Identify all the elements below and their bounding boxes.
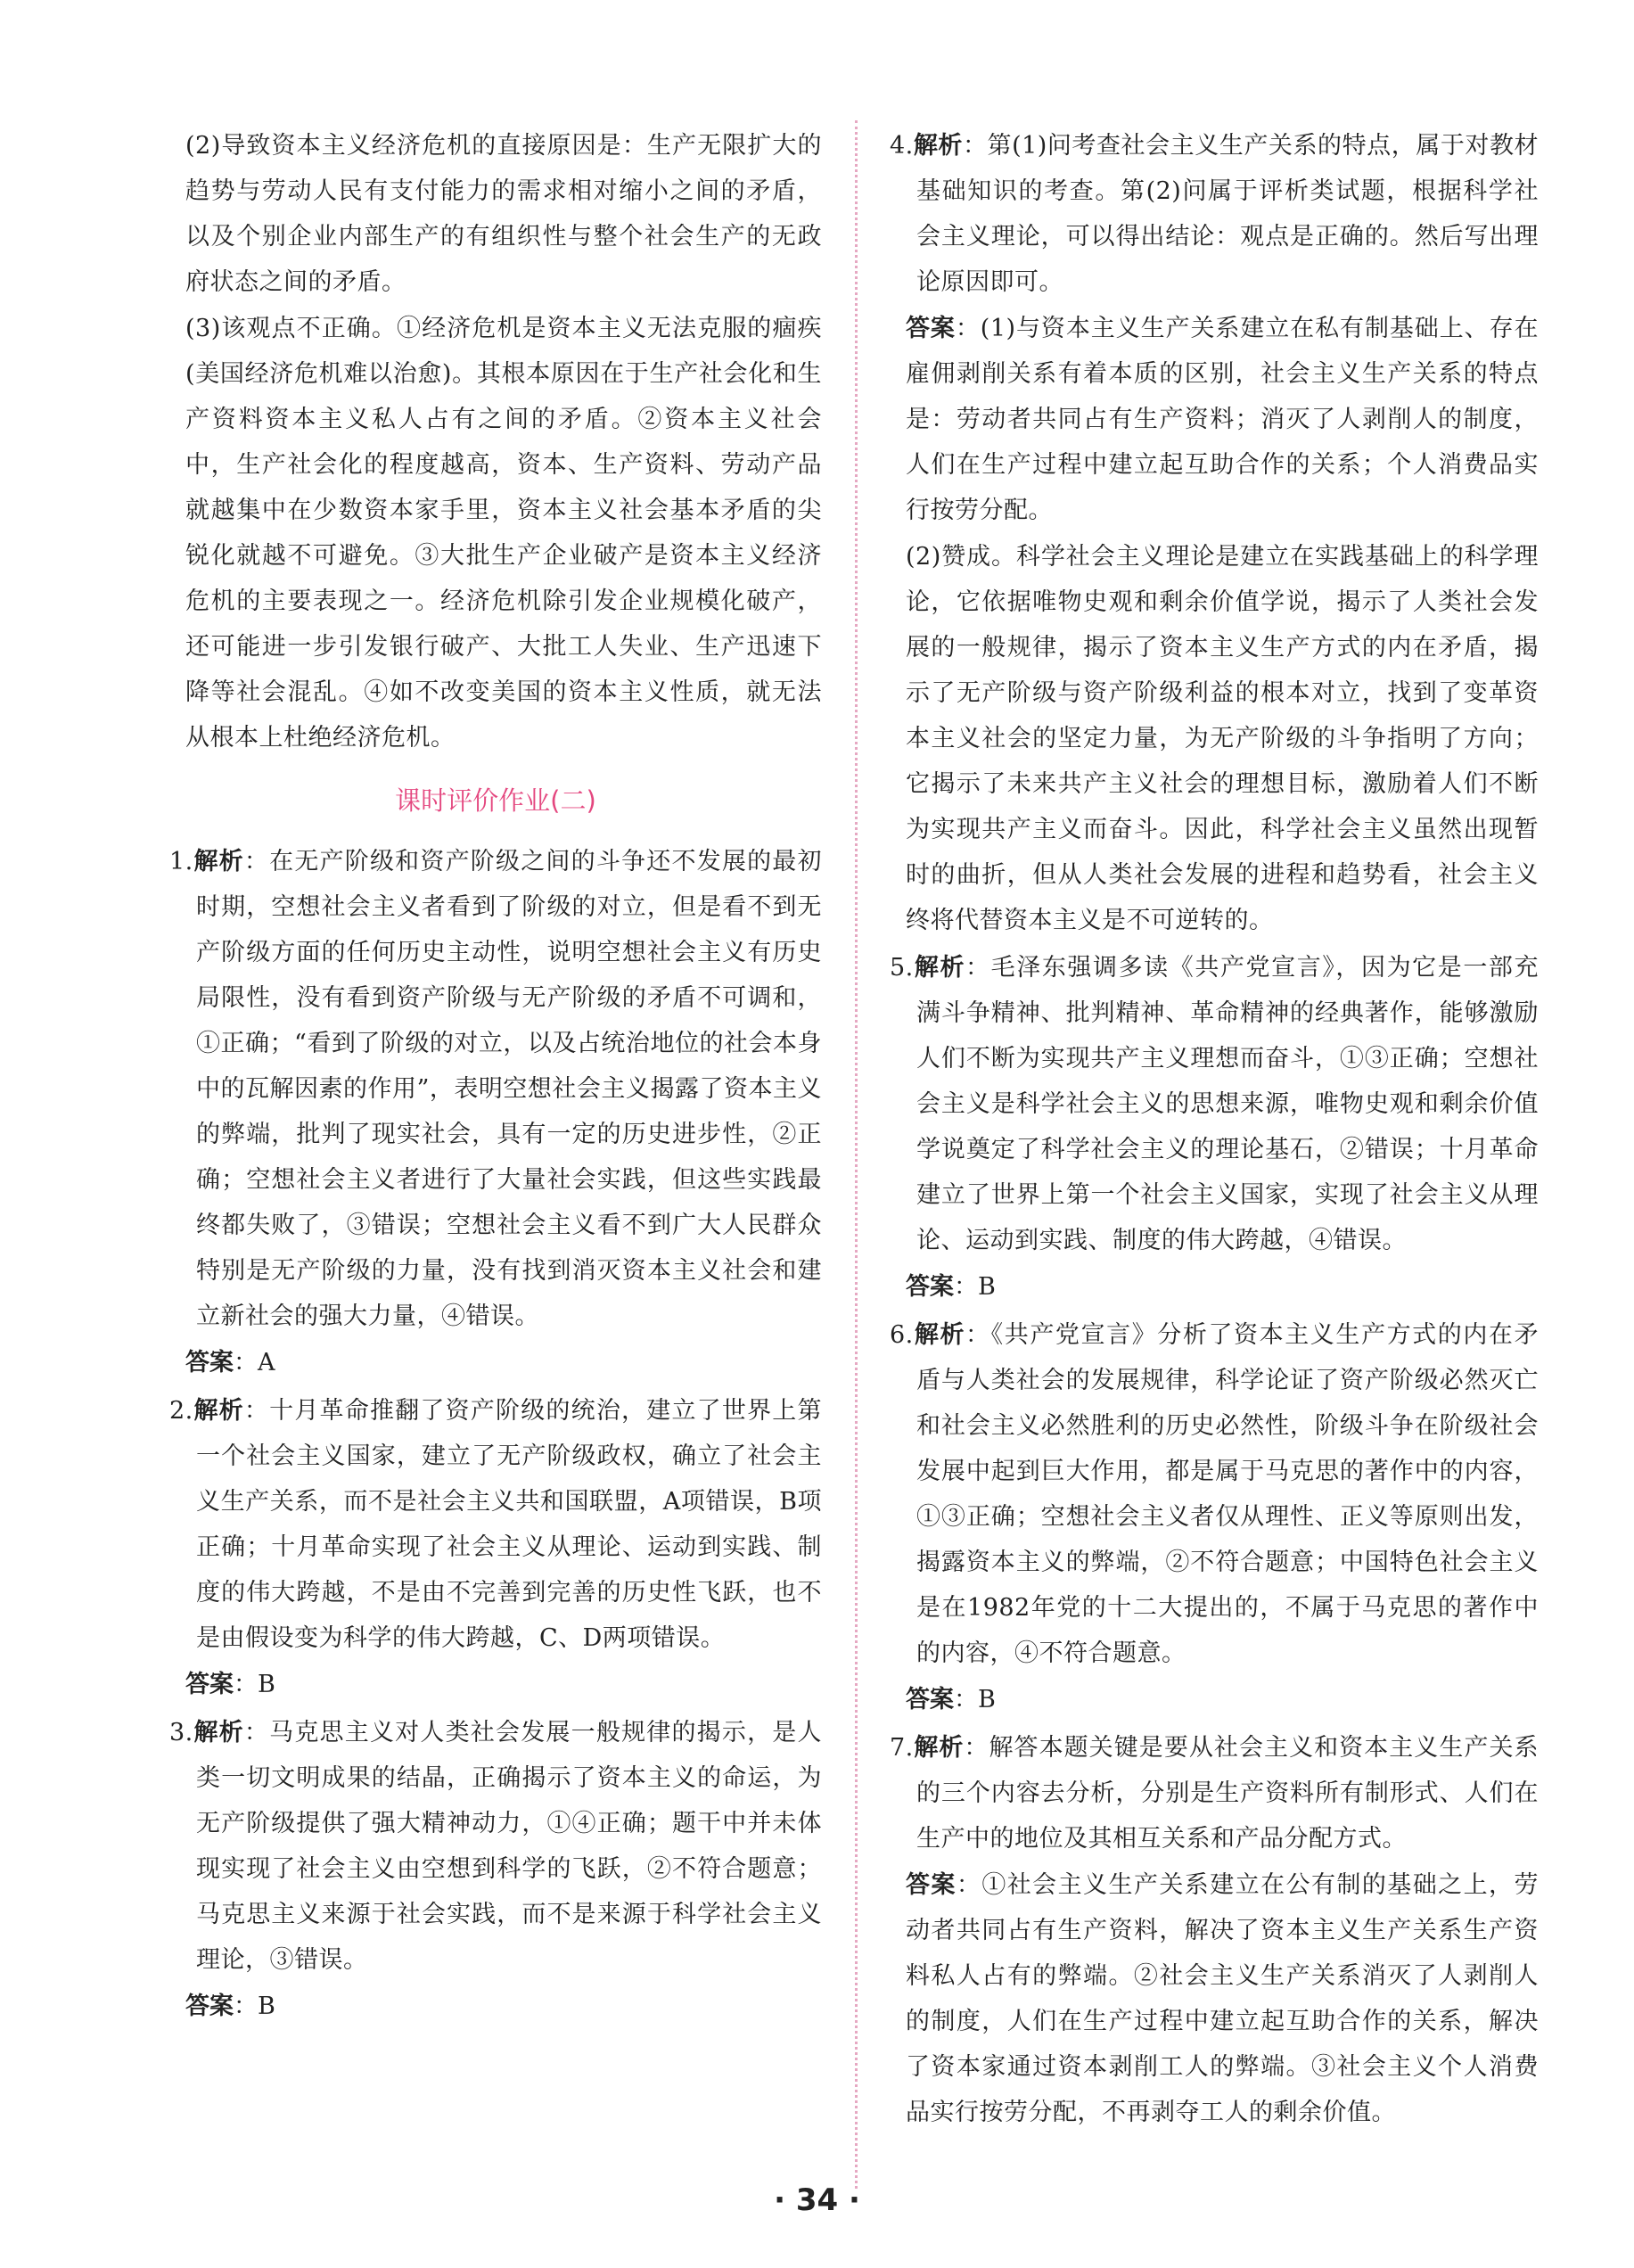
question-2 [169, 1388, 822, 1707]
question-number: 2. [169, 1397, 193, 1425]
question-7-answer-text [890, 1862, 1539, 2135]
analysis-text: ：第(1)问考查社会主义生产关系的特点，属于对教材基础知识的考查。第(2)问属于评析类试题，根据科学社会主义理论，可以得出结论：观点是正确的。然后写出理论原因即可。 [916, 132, 1540, 296]
section-title: 课时评价作业(二) [395, 785, 596, 816]
answer-colon: ： [955, 315, 981, 342]
answer-colon: ： [954, 1273, 978, 1301]
question-4-answer [890, 306, 1539, 943]
question-7-answer [890, 1862, 1539, 2135]
answer-label: 答案 [906, 1871, 957, 1899]
answer-colon: ： [234, 1671, 258, 1698]
analysis-label: 解析 [193, 1719, 244, 1746]
paragraph-viewpoint: (3)该观点不正确。①经济危机是资本主义无法克服的痼疾(美国经济危机难以治愈)。其根本原因在于生产社会化和生产资料资本主义私人占有之间的矛盾。②资本主义社会中，生产社会化的程度越高，资本、生产资料、劳动产品就越集中在少数资本家手里，资本主义社会基本矛盾的尖锐化就越不可避免。③大批生产企业破产是资本主义经济危机的主要表现之一。经济危机除引发企业规模化破产，还可能进一步引发银行破产、大批工人失业、生产迅速下降等社会混乱。④如不改变美国的资本主义性质，就无法从根本上杜绝经济危机。 [185, 315, 822, 752]
question-number: 5. [890, 954, 914, 982]
analysis-text: ：十月革命推翻了资产阶级的统治，建立了世界上第一个社会主义国家，建立了无产阶级政权，确立了社会主义生产关系，而不是社会主义共和国联盟，A项错误，B项正确；十月革命实现了社会主义从理论、运动到实践、制度的伟大跨越，不是由不完善到完善的历史性飞跃，也不是由假设变为科学的伟大跨越，C、D两项错误。 [196, 1397, 823, 1652]
question-3 [169, 1710, 822, 2029]
question-5-answer [890, 1264, 1539, 1310]
column-divider [855, 120, 858, 2189]
question-number: 4. [890, 132, 914, 160]
analysis-label: 解析 [913, 132, 963, 160]
question-6 [890, 1312, 1539, 1722]
question-3-answer [169, 1984, 822, 2029]
analysis-label: 解析 [193, 848, 244, 875]
analysis-text: ：在无产阶级和资产阶级之间的斗争还不发展的最初时期，空想社会主义者看到了阶级的对立，但是看不到无产阶级方面的任何历史主动性，说明空想社会主义有历史局限性，没有看到资产阶级与无产阶级的矛盾不可调和，①正确；“看到了阶级的对立，以及占统治地位的社会本身中的瓦解因素的作用”，表明空想社会主义揭露了资本主义的弊端，批判了现实社会，具有一定的历史进步性，②正确；空想社会主义者进行了大量社会实践，但这些实践最终都失败了，③错误；空想社会主义看不到广大人民群众特别是无产阶级的力量，没有找到消灭资本主义社会和建立新社会的强大力量，④错误。 [196, 848, 823, 1330]
question-6-answer [890, 1677, 1539, 1722]
question-1 [169, 839, 822, 1385]
answer-label: 答案 [906, 315, 956, 342]
answer-value: B [978, 1273, 996, 1301]
answer-label: 答案 [185, 1349, 234, 1376]
answer-colon: ： [954, 1686, 978, 1713]
question-3-analysis [169, 1710, 822, 1983]
question-2-analysis [169, 1388, 822, 1661]
paragraph-crisis-cause: (2)导致资本主义经济危机的直接原因是：生产无限扩大的趋势与劳动人民有支付能力的需求相对缩小之间的矛盾，以及个别企业内部生产的有组织性与整个社会生产的无政府状态之间的矛盾。 [185, 132, 822, 296]
question-7-analysis [890, 1725, 1539, 1861]
analysis-label: 解析 [193, 1397, 244, 1425]
answer-value: B [258, 1671, 275, 1698]
analysis-label: 解析 [913, 1321, 966, 1349]
question-5 [890, 945, 1539, 1310]
question-1-answer [169, 1340, 822, 1385]
question-6-analysis [890, 1312, 1539, 1676]
analysis-label: 解析 [913, 1734, 965, 1762]
question-1-analysis [169, 839, 822, 1339]
answer-label: 答案 [185, 1671, 234, 1698]
analysis-text: ：解答本题关键是要从社会主义和资本主义生产关系的三个内容去分析，分别是生产资料所有制形式、人们在生产中的地位及其相互关系和产品分配方式。 [916, 1734, 1540, 1853]
answer-colon: ： [234, 1993, 258, 2020]
analysis-label: 解析 [913, 954, 966, 982]
left-column [169, 123, 822, 2032]
question-5-analysis [890, 945, 1539, 1263]
answer-label: 答案 [906, 1686, 954, 1713]
right-column [890, 123, 1539, 2137]
answer-value: B [258, 1993, 275, 2020]
answer-label: 答案 [906, 1273, 954, 1301]
question-4-answer-part-2: (2)赞成。科学社会主义理论是建立在实践基础上的科学理论，它依据唯物史观和剩余价值学说，揭示了人类社会发展的一般规律，揭示了资本主义生产方式的内在矛盾，揭示了无产阶级与资产阶级利益的根本对立，找到了变革资本主义社会的坚定力量，为无产阶级的斗争指明了方向；它揭示了未来共产主义社会的理想目标，激励着人们不断为实现共产主义而奋斗。因此，科学社会主义虽然出现暂时的曲折，但从人类社会发展的进程和趋势看，社会主义终将代替资本主义是不可逆转的。 [906, 543, 1539, 934]
question-number: 6. [890, 1321, 914, 1349]
answer-text: ①社会主义生产关系建立在公有制的基础之上，劳动者共同占有生产资料，解决了资本主义生产关系生产资料私人占有的弊端。②社会主义生产关系消灭了人剥削人的制度，人们在生产过程中建立起互助合作的关系，解决了资本家通过资本剥削工人的弊端。③社会主义个人消费品实行按劳分配，不再剥夺工人的剩余价值。 [906, 1871, 1539, 2126]
answer-text: (1)与资本主义生产关系建立在私有制基础上、存在雇佣剥削关系有着本质的区别，社会主义生产关系的特点是：劳动者共同占有生产资料；消灭了人剥削人的制度，人们在生产过程中建立起互助合作的关系；个人消费品实行按劳分配。 [906, 315, 1540, 524]
page-number: · 34 · [774, 2182, 860, 2218]
answer-value: A [258, 1349, 275, 1376]
question-4-answer-part-1 [890, 306, 1539, 533]
answer-colon: ： [956, 1871, 982, 1899]
answer-label: 答案 [185, 1993, 234, 2020]
question-number: 3. [169, 1719, 193, 1746]
analysis-text: ：马克思主义对人类社会发展一般规律的揭示，是人类一切文明成果的结晶，正确揭示了资本主义的命运，为无产阶级提供了强大精神动力，①④正确；题干中并未体现实现了社会主义由空想到科学的飞跃，②不符合题意；马克思主义来源于社会实践，而不是来源于科学社会主义理论，③错误。 [196, 1719, 823, 1974]
analysis-text: ：《共产党宣言》分析了资本主义生产方式的内在矛盾与人类社会的发展规律，科学论证了资产阶级必然灭亡和社会主义必然胜利的历史必然性，阶级斗争在阶级社会发展中起到巨大作用，都是属于马克思的著作中的内容，①③正确；空想社会主义者仅从理性、正义等原则出发，揭露资本主义的弊端，②不符合题意；中国特色社会主义是在1982年党的十二大提出的，不属于马克思的著作中的内容，④不符合题意。 [916, 1321, 1540, 1667]
analysis-text: ：毛泽东强调多读《共产党宣言》，因为它是一部充满斗争精神、批判精神、革命精神的经典著作，能够激励人们不断为实现共产主义理想而奋斗，①③正确；空想社会主义是科学社会主义的思想来源，唯物史观和剩余价值学说奠定了科学社会主义的理论基石，②错误；十月革命建立了世界上第一个社会主义国家，实现了社会主义从理论、运动到实践、制度的伟大跨越，④错误。 [916, 954, 1540, 1254]
question-4 [890, 123, 1539, 943]
question-4-analysis [890, 123, 1539, 305]
question-number: 7. [890, 1734, 914, 1762]
answer-colon: ： [234, 1349, 258, 1376]
question-number: 1. [169, 848, 193, 875]
question-7 [890, 1725, 1539, 2135]
question-2-answer [169, 1662, 822, 1707]
answer-value: B [978, 1686, 996, 1713]
